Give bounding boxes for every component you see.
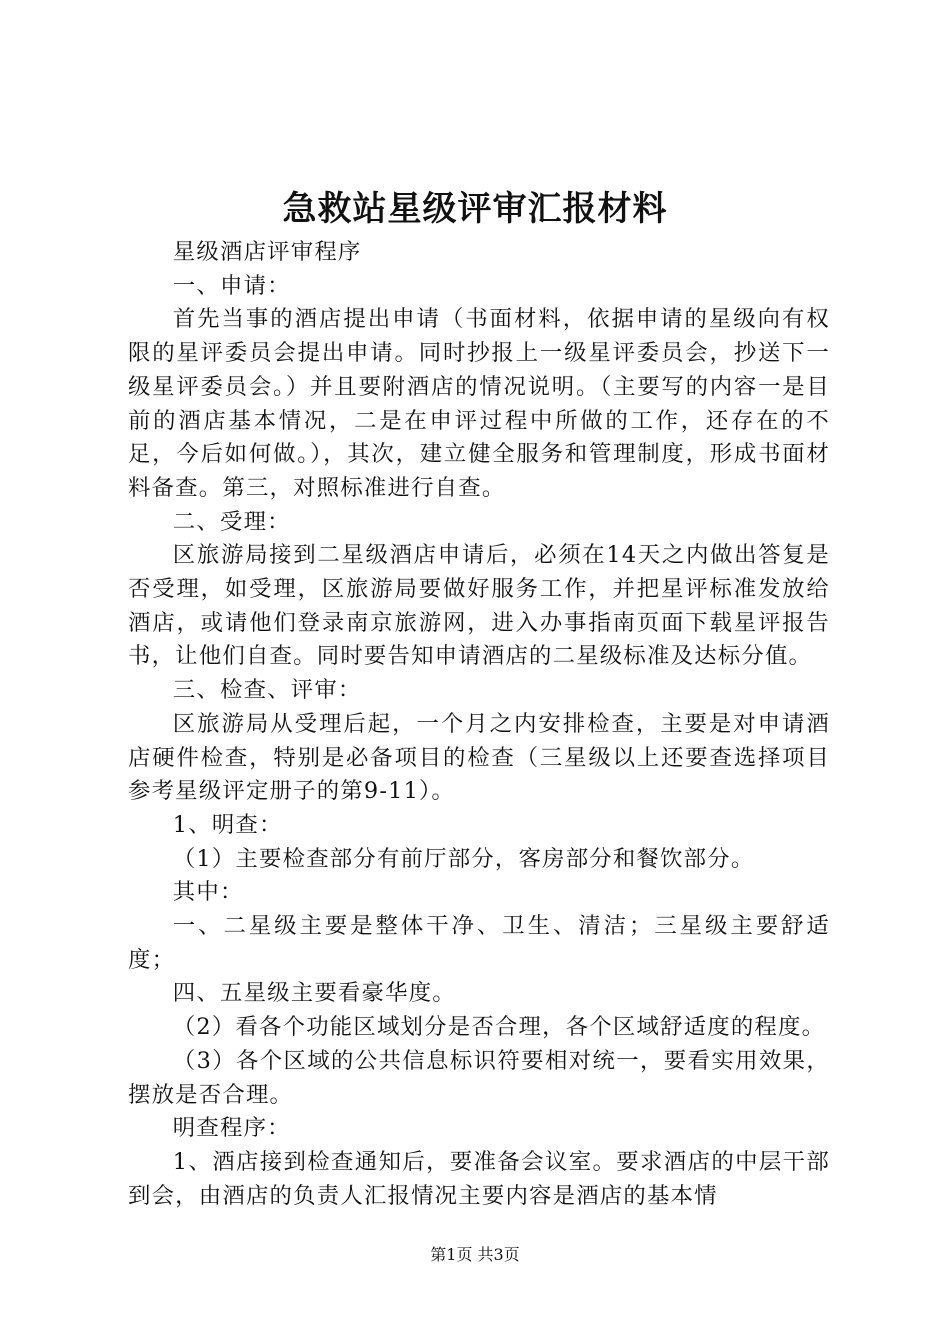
paragraph-heading-program: 星级酒店评审程序	[172, 239, 362, 265]
document-title: 急救站星级评审汇报材料	[282, 189, 668, 229]
paragraph-apply: 首先当事的酒店提出申请（书面材料，依据申请的星级向有权限的星评委员会提出申请。同时抄报上一级星评委员会，抄送下一级星评委员会。）并且要附酒店的情况说明。（主要写的内容一是目前的酒店基本情况，二是在申评过程中所做的工作，还存在的不足，今后如何做。），其次，建立健全服务和管理制度，形成书面材料备查。第三，对照标准进行自查。	[128, 306, 830, 501]
paragraph-star-4-5: 四、五星级主要看豪华度。	[172, 980, 456, 1007]
section-heading-apply: 一、申请：	[172, 272, 291, 299]
paragraph-among: 其中：	[172, 879, 244, 906]
section-heading-accept: 二、受理：	[172, 508, 291, 535]
subheading-open-check: 1、明查：	[172, 811, 283, 838]
section-heading-inspect: 三、检查、评审：	[172, 677, 362, 704]
paragraph-star-1-2: 一、二星级主要是整体干净、卫生、清洁；三星级主要舒适度；	[128, 913, 830, 973]
subheading-open-check-procedure: 明查程序：	[172, 1115, 291, 1142]
paragraph-item-2: （2）看各个功能区域划分是否合理，各个区域舒适度的程度。	[172, 1014, 826, 1041]
paragraph-inspect: 区旅游局从受理后起，一个月之内安排检查，主要是对申请酒店硬件检查，特别是必备项目的检查（三星级以上还要查选择项目参考星级评定册子的第9-11）。	[128, 710, 830, 805]
document-body	[128, 236, 830, 1213]
paragraph-accept: 区旅游局接到二星级酒店申请后，必须在14天之内做出答复是否受理，如受理，区旅游局要做好服务工作，并把星评标准发放给酒店，或请他们登录南京旅游网，进入办事指南页面下载星评报告书，让他们自查。同时要告知申请酒店的二星级标准及达标分值。	[128, 542, 830, 670]
paragraph-procedure-1: 1、酒店接到检查通知后，要准备会议室。要求酒店的中层干部到会，由酒店的负责人汇报情况主要内容是酒店的基本情	[128, 1148, 830, 1209]
page-number-footer: 第1页 共3页	[430, 1245, 520, 1264]
paragraph-item-1: （1）主要检查部分有前厅部分，客房部分和餐饮部分。	[172, 845, 755, 872]
paragraph-item-3: （3）各个区域的公共信息标识符要相对统一，要看实用效果，摆放是否合理。	[128, 1047, 830, 1108]
